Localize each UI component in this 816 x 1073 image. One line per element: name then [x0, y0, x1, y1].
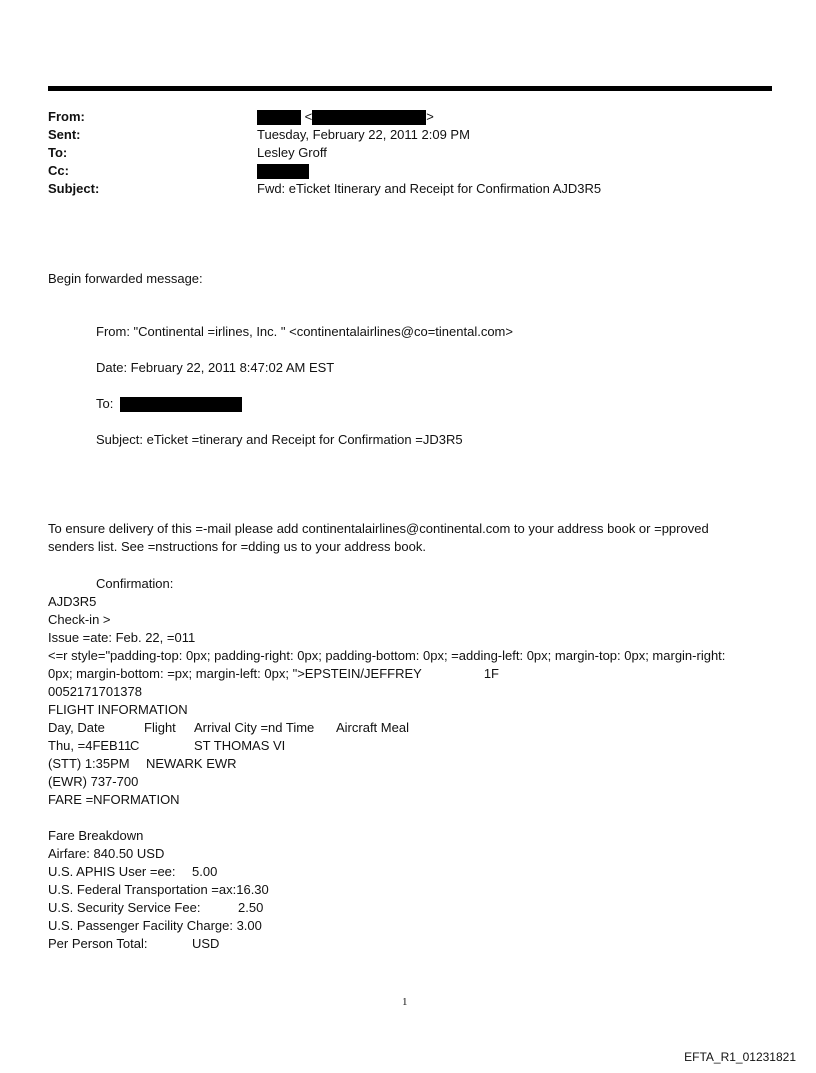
fare-aphis-value: 5.00 — [192, 864, 218, 879]
fare-info-heading: FARE =NFORMATION — [48, 792, 180, 807]
fare-aphis — [48, 863, 218, 881]
page-number: 1 — [402, 996, 408, 1008]
checkin-link[interactable]: Check-in > — [48, 612, 111, 627]
redaction-box — [257, 164, 309, 179]
forward-subject: Subject: eTicket =tinerary and Receipt for Confirmation =JD3R5 — [96, 432, 463, 447]
fare-breakdown-heading: Fare Breakdown — [48, 828, 144, 843]
flight-row-3: (EWR) 737-700 — [48, 774, 139, 789]
sent-label: Sent: — [48, 127, 81, 142]
passenger-name: 0px; margin-bottom: =px; margin-left: 0px; ">EPSTEIN/JEFFREY — [48, 666, 422, 681]
fare-airfare: Airfare: 840.50 USD — [48, 846, 165, 861]
col-flight: Flight — [144, 720, 176, 735]
style-line-1: <=r style="padding-top: 0px; padding-right: 0px; padding-bottom: 0px; =adding-left: 0px; margin-top: 0px; margin-right: — [48, 648, 726, 663]
confirmation-label: Confirmation: — [96, 576, 174, 591]
subject-row — [48, 180, 748, 198]
style-line-2 — [48, 665, 499, 683]
fare-pfc: U.S. Passenger Facility Charge: 3.00 — [48, 918, 262, 933]
confirmation-code: AJD3R5 — [48, 594, 97, 609]
flight-code: C — [130, 738, 140, 753]
efta-id: EFTA_R1_01231821 — [684, 1050, 796, 1064]
forward-date: Date: February 22, 2011 8:47:02 AM EST — [96, 360, 335, 375]
to-value: Lesley Groff — [257, 145, 327, 160]
redaction-box — [120, 397, 242, 412]
from-lt: < — [304, 109, 313, 124]
ticket-number: 0052171701378 — [48, 684, 142, 699]
forward-to — [96, 395, 242, 413]
col-arrival: Arrival City =nd Time — [194, 720, 315, 735]
forward-from: From: "Continental =irlines, Inc. " <continentalairlines@co=tinental.com> — [96, 324, 513, 339]
redaction-box — [312, 110, 426, 125]
forward-to-label: To: — [96, 396, 114, 411]
header-rule — [48, 86, 772, 91]
flight-arrival-city: NEWARK EWR — [146, 756, 237, 771]
sent-row — [48, 126, 748, 144]
seat: 1F — [483, 666, 499, 681]
cc-row — [48, 162, 748, 180]
fare-aphis-label: U.S. APHIS User =ee: — [48, 864, 176, 879]
flight-departure: (STT) 1:35PM — [48, 756, 130, 771]
flight-city: ST THOMAS VI — [194, 738, 286, 753]
fare-security-label: U.S. Security Service Fee: — [48, 900, 201, 915]
fare-security — [48, 899, 264, 917]
delivery-line-1: To ensure delivery of this =-mail please add continentalairlines@continental.com to your address book or =pproved — [48, 521, 709, 536]
fare-federal: U.S. Federal Transportation =ax:16.30 — [48, 882, 269, 897]
cc-label: Cc: — [48, 163, 69, 178]
from-label: From: — [48, 109, 85, 124]
sent-value: Tuesday, February 22, 2011 2:09 PM — [257, 127, 470, 142]
subject-value: Fwd: eTicket Itinerary and Receipt for Confirmation AJD3R5 — [257, 181, 602, 196]
forward-intro: Begin forwarded message: — [48, 271, 203, 286]
cc-value — [257, 162, 309, 180]
delivery-line-2: senders list. See =nstructions for =dding us to your address book. — [48, 539, 426, 554]
col-aircraft: Aircraft Meal — [336, 720, 409, 735]
fare-total-value: USD — [192, 936, 220, 951]
redaction-box — [257, 110, 301, 125]
to-label: To: — [48, 145, 68, 160]
from-value — [257, 108, 434, 126]
fare-total — [48, 935, 220, 953]
fare-total-label: Per Person Total: — [48, 936, 148, 951]
issue-date: Issue =ate: Feb. 22, =011 — [48, 630, 196, 645]
flight-info-heading: FLIGHT INFORMATION — [48, 702, 188, 717]
subject-label: Subject: — [48, 181, 100, 196]
from-gt: > — [426, 109, 434, 124]
fare-security-value: 2.50 — [238, 900, 264, 915]
col-day-date: Day, Date — [48, 720, 105, 735]
flight-date: Thu, =4FEB11 — [48, 738, 132, 753]
from-row — [48, 108, 748, 126]
to-row — [48, 144, 748, 162]
